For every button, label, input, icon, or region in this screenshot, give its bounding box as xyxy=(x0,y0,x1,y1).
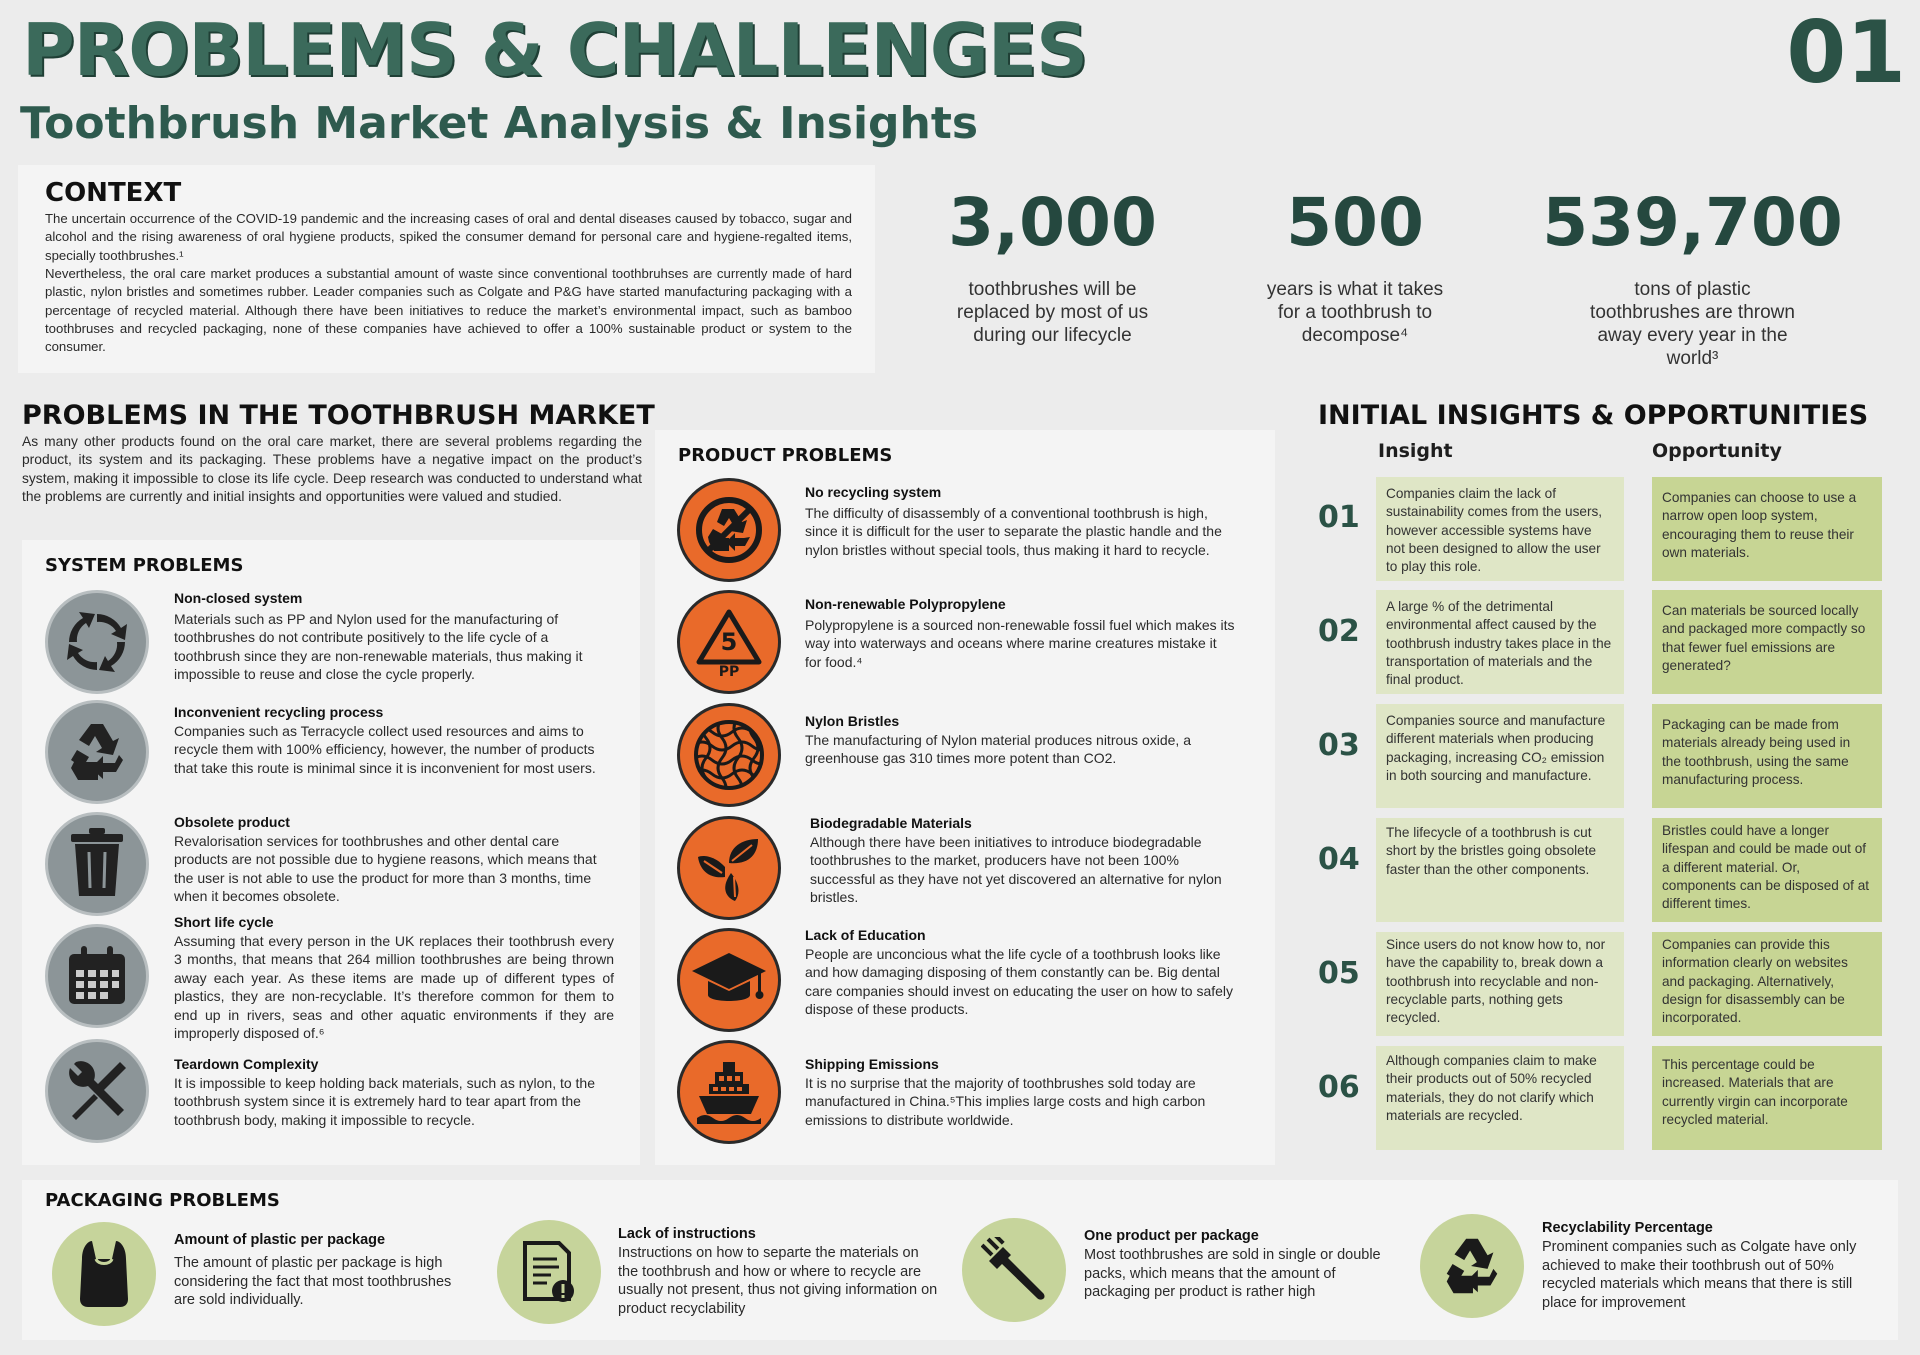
insight-cell: The lifecycle of a toothbrush is cut short by the bristles going obsolete faster than the other components. xyxy=(1376,818,1624,922)
packaging-item xyxy=(1084,1228,1394,1302)
item-title: Obsolete product xyxy=(174,814,290,830)
item-title: Lack of Education xyxy=(805,927,926,943)
item-text: Prominent companies such as Colgate have only achieved to make their toothbrush out of 50% recycled materials which means that there is still place for improvement xyxy=(1542,1239,1857,1311)
item-title: Shipping Emissions xyxy=(805,1056,939,1072)
item-text: Instructions on how to separte the materials on the toothbrush and how or where to recycle are usually not present, thus not giving information on product recyclability xyxy=(618,1245,938,1317)
page-subtitle: Toothbrush Market Analysis & Insights xyxy=(20,98,979,149)
item-text: Polypropylene is a sourced non-renewable fossil fuel which makes its way into waterways and oceans where marine creatures mistake it for food.⁴ xyxy=(805,617,1235,670)
opportunity-cell: Can materials be sourced locally and packaged more compactly so that fewer fuel emissions are generated? xyxy=(1652,590,1882,694)
item-title: Biodegradable Materials xyxy=(810,815,972,831)
opportunity-cell: Bristles could have a longer lifespan and could be made out of a different material. Or, components can be disposed of at different times. xyxy=(1652,818,1882,922)
graduation-cap-icon xyxy=(677,928,781,1032)
item-text: It is impossible to keep holding back materials, such as nylon, to the toothbrush system since it is extremely hard to tear apart from the toothbrush body, making it impossible to recycle. xyxy=(174,1075,595,1128)
stat-block xyxy=(930,184,1175,347)
stat-block xyxy=(1240,184,1470,347)
packaging-item xyxy=(618,1226,938,1318)
item-title: Lack of instructions xyxy=(618,1226,756,1242)
document-warning-icon xyxy=(497,1220,601,1324)
system-item xyxy=(174,814,614,906)
toothbrush-icon xyxy=(962,1218,1066,1322)
item-title: Non-renewable Polypropylene xyxy=(805,596,1006,612)
tools-icon xyxy=(45,1039,149,1143)
context-paragraph-1: The uncertain occurrence of the COVID-19 pandemic and the increasing cases of oral and dental diseases caused by tobacco, sugar and alcohol and the rising awareness of oral hygiene products, spiked the consumer demand for personal care and hygiene-regalted items, specially toothbrushes.¹ xyxy=(45,211,852,263)
calendar-icon xyxy=(45,924,149,1028)
item-text: Companies such as Terracycle collect used resources and aims to recycle them with 100% efficiency, however, the number of products that take this route is minimal since it is inconvenient for most users. xyxy=(174,723,596,776)
item-title: Amount of plastic per package xyxy=(174,1232,386,1248)
product-item xyxy=(805,484,1235,559)
recycle-icon xyxy=(45,700,149,804)
stat-caption: tons of plastic toothbrushes are thrown away every year in the world³ xyxy=(1590,279,1795,369)
stat-value: 3,000 xyxy=(948,184,1157,261)
cycle-arrows-icon xyxy=(45,590,149,694)
item-text: Although there have been initiatives to introduce biodegradable toothbrushes to the market, producers have not been 100% successful as they have not yet discovered an alternative for nylon bristles. xyxy=(810,834,1222,906)
insight-cell: Companies claim the lack of sustainability comes from the users, however accessible systems have not been designed to allow the user to play this role. xyxy=(1376,477,1624,581)
product-item xyxy=(810,815,1240,907)
problems-intro: As many other products found on the oral care market, there are several problems regarding the product, its system and its packaging. These problems have a negative impact on the product’s system, making it impossible to close its life cycle. Deep research was conducted to understand what the problems are currently and initial insights and opportunities were valued and studied. xyxy=(22,434,642,504)
recycle-icon xyxy=(1420,1214,1524,1318)
pp5-recycling-icon xyxy=(677,590,781,694)
stat-caption: years is what it takes for a toothbrush to decompose⁴ xyxy=(1266,279,1444,346)
item-title: Teardown Complexity xyxy=(174,1056,319,1072)
problems-heading: PROBLEMS IN THE TOOTHBRUSH MARKET xyxy=(22,400,655,431)
system-item xyxy=(174,1056,614,1129)
insight-number: 06 xyxy=(1318,1070,1360,1105)
plastic-bag-icon xyxy=(52,1222,156,1326)
item-title: Short life cycle xyxy=(174,914,274,930)
item-title: No recycling system xyxy=(805,484,942,500)
item-title: Nylon Bristles xyxy=(805,713,900,729)
item-title: Recyclability Percentage xyxy=(1542,1220,1713,1236)
insight-number: 01 xyxy=(1318,500,1360,535)
item-text: Assuming that every person in the UK replaces their toothbrush every 3 months, that means that 264 million toothbrushes are being thrown away each year. As these items are made up of different types of plastics, they are non-recyclable. It’s therefore common for them to end up in rivers, seas and other aquatic environments if they are improperly disposed of.⁶ xyxy=(174,933,614,1042)
item-text: Revalorisation services for toothbrushes and other dental care products are not possible due to hygiene reasons, which means that the user is not able to use the product for more than 3 months, time when it becomes obsolete. xyxy=(174,833,597,905)
insight-column-header: Insight xyxy=(1378,440,1453,462)
item-text: The manufacturing of Nylon material produces nitrous oxide, a greenhouse gas 310 times more potent than CO2. xyxy=(805,732,1191,767)
context-paragraph-2: Nevertheless, the oral care market produces a substantial amount of waste since conventional toothbruhses are currently made of hard plastic, nylon bristles and sometimes rubber. Leader companies such as Colgate and P&G have started manufacturing packaging with a percentage of recycled material. Although there have been initiatives to reduce the market’s environmental impact, such as bamboo toothbruses and recycled packaging, none of these companies have achieved to offer a 100% sustainable product or system to the consumer. xyxy=(45,266,852,355)
opportunity-cell: This percentage could be increased. Materials that are currently virgin can incorporate recycled material. xyxy=(1652,1046,1882,1150)
item-text: The amount of plastic per package is high considering the fact that most toothbrushes are sold individually. xyxy=(174,1255,452,1309)
page-number: 01 xyxy=(1786,3,1906,103)
insight-cell: Companies source and manufacture different materials when producing packaging, increasing CO₂ emission in both sourcing and manufacture. xyxy=(1376,704,1624,808)
insight-number: 02 xyxy=(1318,614,1360,649)
item-text: The difficulty of disassembly of a conventional toothbrush is high, since it is difficult for the user to separate the plastic handle and the nylon bristles without special tools, thus making it hard to recycle. xyxy=(805,505,1222,558)
product-item xyxy=(805,1056,1235,1129)
insight-number: 05 xyxy=(1318,956,1360,991)
context-heading: CONTEXT xyxy=(45,178,182,208)
opportunity-cell: Packaging can be made from materials already being used in the toothbrush, using the same manufacturing process. xyxy=(1652,704,1882,808)
insight-number: 04 xyxy=(1318,842,1360,877)
item-text: Materials such as PP and Nylon used for the manufacturing of toothbrushes do not contribute positively to the life cycle of a toothbrush since they are non-renewable materials, thus making it impossible to reuse and close the cycle properly. xyxy=(174,611,583,683)
insight-number: 03 xyxy=(1318,728,1360,763)
product-item xyxy=(805,927,1235,1019)
product-item xyxy=(805,713,1235,768)
product-item xyxy=(805,596,1235,671)
opportunity-cell: Companies can provide this information clearly on websites and packaging. Alternatively, design for disassembly can be incorporated. xyxy=(1652,932,1882,1036)
insight-cell: Since users do not know how to, nor have the capability to, break down a toothbrush into recyclable and non-recyclable parts, nothing gets recycled. xyxy=(1376,932,1624,1036)
stat-value: 500 xyxy=(1286,184,1424,261)
opportunity-column-header: Opportunity xyxy=(1652,440,1782,462)
packaging-item xyxy=(1542,1220,1872,1312)
opportunity-cell: Companies can choose to use a narrow open loop system, encouraging them to reuse their own materials. xyxy=(1652,477,1882,581)
insight-cell: A large % of the detrimental environmental affect caused by the toothbrush industry takes place in the transportation of materials and the final product. xyxy=(1376,590,1624,694)
insights-heading: INITIAL INSIGHTS & OPPORTUNITIES xyxy=(1318,400,1869,431)
leaves-icon xyxy=(677,816,781,920)
item-text: Most toothbrushes are sold in single or double packs, which means that the amount of packaging per product is rather high xyxy=(1084,1247,1381,1301)
item-title: Non-closed system xyxy=(174,590,303,606)
pp-number: 5 xyxy=(720,628,738,656)
item-title: Inconvenient recycling process xyxy=(174,704,384,720)
no-recycling-icon xyxy=(677,478,781,582)
nylon-mesh-icon xyxy=(677,703,781,807)
packaging-item xyxy=(174,1232,474,1310)
stat-value: 539,700 xyxy=(1542,184,1843,261)
system-item xyxy=(174,914,614,1042)
packaging-problems-heading: PACKAGING PROBLEMS xyxy=(45,1190,280,1211)
product-problems-heading: PRODUCT PROBLEMS xyxy=(678,445,893,466)
stat-block xyxy=(1530,184,1855,370)
insight-cell: Although companies claim to make their products out of 50% recycled materials, they do not clarify which materials are recycled. xyxy=(1376,1046,1624,1150)
system-item xyxy=(174,590,614,684)
system-item xyxy=(174,704,614,777)
trash-bin-icon xyxy=(45,812,149,916)
item-title: One product per package xyxy=(1084,1228,1259,1244)
item-text: It is no surprise that the majority of toothbrushes sold today are manufactured in China.⁵This implies large costs and high carbon emissions to distribute worldwide. xyxy=(805,1075,1206,1128)
system-problems-heading: SYSTEM PROBLEMS xyxy=(45,555,244,576)
ship-icon xyxy=(677,1040,781,1144)
stat-caption: toothbrushes will be replaced by most of us during our lifecycle xyxy=(956,279,1149,346)
page-title: PROBLEMS & CHALLENGES xyxy=(22,8,1087,92)
item-text: People are unconcious what the life cycle of a toothbrush looks like and how damaging disposing of them constantly can be. Big dental care companies should invest on educating the user on how to safely dispose of these products. xyxy=(805,946,1234,1018)
pp-label: PP xyxy=(718,664,740,678)
